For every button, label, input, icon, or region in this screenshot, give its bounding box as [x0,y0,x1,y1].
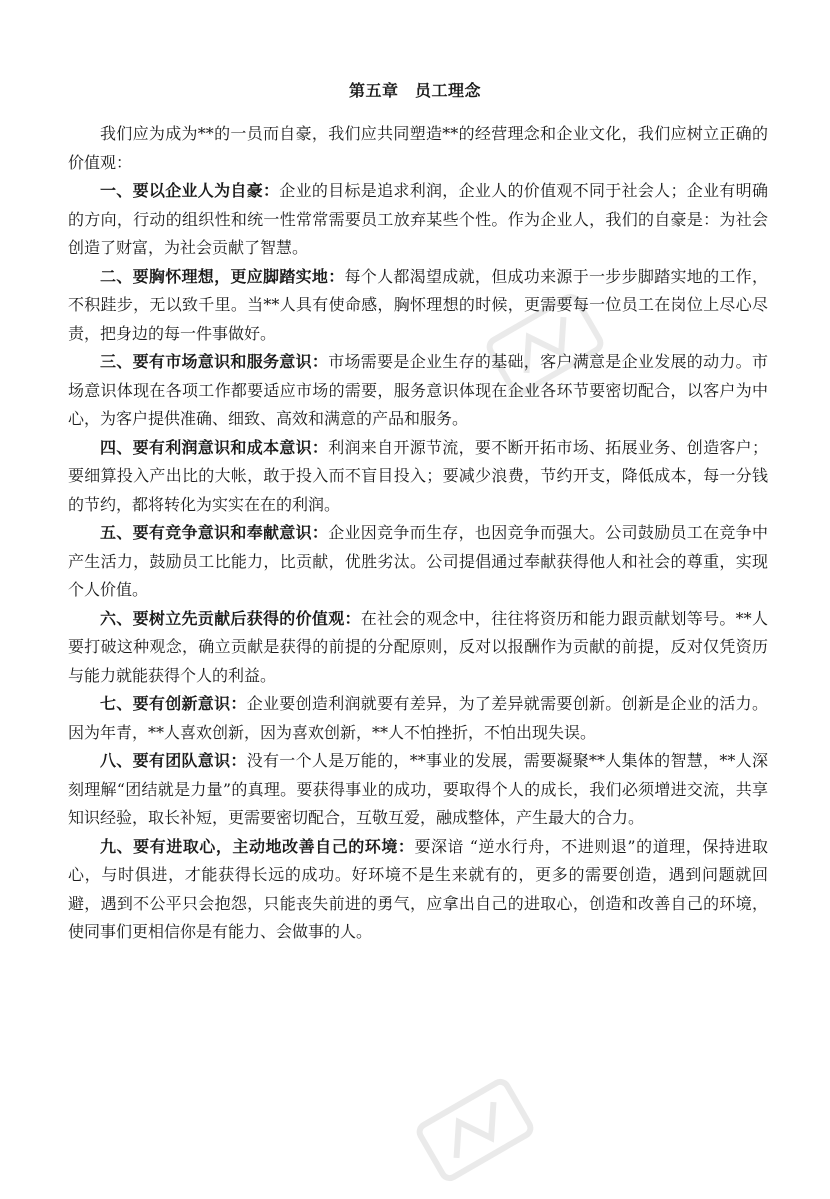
section-heading: 六、要树立先贡献后获得的价值观： [100,608,361,628]
section-paragraph [68,605,768,691]
section-paragraph [68,177,768,263]
section-heading: 一、要以企业人为自豪： [100,181,280,200]
section-paragraph [68,519,768,605]
section-heading: 七、要有创新意识： [100,694,247,713]
section-paragraph [68,348,768,434]
section-heading: 二、要胸怀理想，更应脚踏实地： [100,266,345,286]
section-paragraph [68,690,768,747]
intro-paragraph: 我们应为成为**的一员而自豪，我们应共同塑造**的经营理念和企业文化，我们应树立正确的价值观： [68,124,768,172]
section-text: 企业要创造利润就要有差异，为了差异就需要创新。创新是企业的活力。因为年青，**人喜欢创新，因为喜欢创新，**人不怕挫折，不怕出现失误。 [68,694,768,742]
document-body [68,120,768,947]
section-text: 在社会的观念中，往往将资历和能力跟贡献划等号。**人要打破这种观念，确立贡献是获得的前提的分配原则，反对以报酬作为贡献的前提，反对仅凭资历与能力就能获得个人的利益。 [68,608,768,685]
section-text: 没有一个人是万能的，**事业的发展，需要凝聚**人集体的智慧，**人深刻理解“团结就是力量”的真理。要获得事业的成功，要取得个人的成长，我们必须增进交流，共享知识经验，取长补短，更需要密切配合，互敬互爱，融成整体，产生最大的合力。 [68,751,768,827]
section-heading: 三、要有市场意识和服务意识： [100,352,329,371]
section-text: 企业的目标是追求利润，企业人的价值观不同于社会人；企业有明确的方向，行动的组织性和统一性常常需要员工放弃某些个性。作为企业人，我们的自豪是：为社会创造了财富，为社会贡献了智慧。 [68,181,768,257]
section-heading: 四、要有利润意识和成本意识： [100,437,329,457]
chapter-title: 第五章 员工理念 [348,81,481,100]
section-paragraph [68,434,768,520]
section-text: 市场需要是企业生存的基础，客户满意是企业发展的动力。市场意识体现在各项工作都要适应市场的需要，服务意识体现在企业各环节要密切配合，以客户为中心，为客户提供准确、细致、高效和满意的产品和服务。 [68,352,768,428]
section-text: 要深谙 “逆水行舟，不进则退”的道理，保持进取心，与时俱进，才能获得长远的成功。好环境不是生来就有的，更多的需要创造，遇到问题就回避，遇到不公平只会抱怨，只能丧失前进的勇气，应拿出自己的进取心，创造和改善自己的环境，使同事们更相信你是有能力、会做事的人。 [68,836,768,941]
section-text: 每个人都渴望成就，但成功来源于一步步脚踏实地的工作，不积跬步，无以致千里。当**人具有使命感，胸怀理想的时候，更需要每一位员工在岗位上尽心尽责，把身边的每一件事做好。 [68,266,768,343]
section-heading: 五、要有竞争意识和奉献意识： [100,523,329,542]
section-text: 利润来自开源节流，要不断开拓市场、拓展业务、创造客户；要细算投入产出比的大帐，敢于投入而不盲目投入；要减少浪费，节约开支，降低成本，每一分钱的节约，都将转化为实实在在的利润。 [68,437,768,514]
section-heading: 九、要有进取心，主动地改善自己的环境： [100,836,415,856]
section-paragraph [68,263,768,349]
section-paragraph [68,833,768,947]
section-heading: 八、要有团队意识： [100,751,247,770]
watermark-icon [401,1061,550,1199]
section-paragraph [68,747,768,833]
section-text: 企业因竞争而生存，也因竞争而强大。公司鼓励员工在竞争中产生活力，鼓励员工比能力，比贡献，优胜劣汰。公司提倡通过奉献获得他人和社会的尊重，实现个人价值。 [68,523,768,599]
